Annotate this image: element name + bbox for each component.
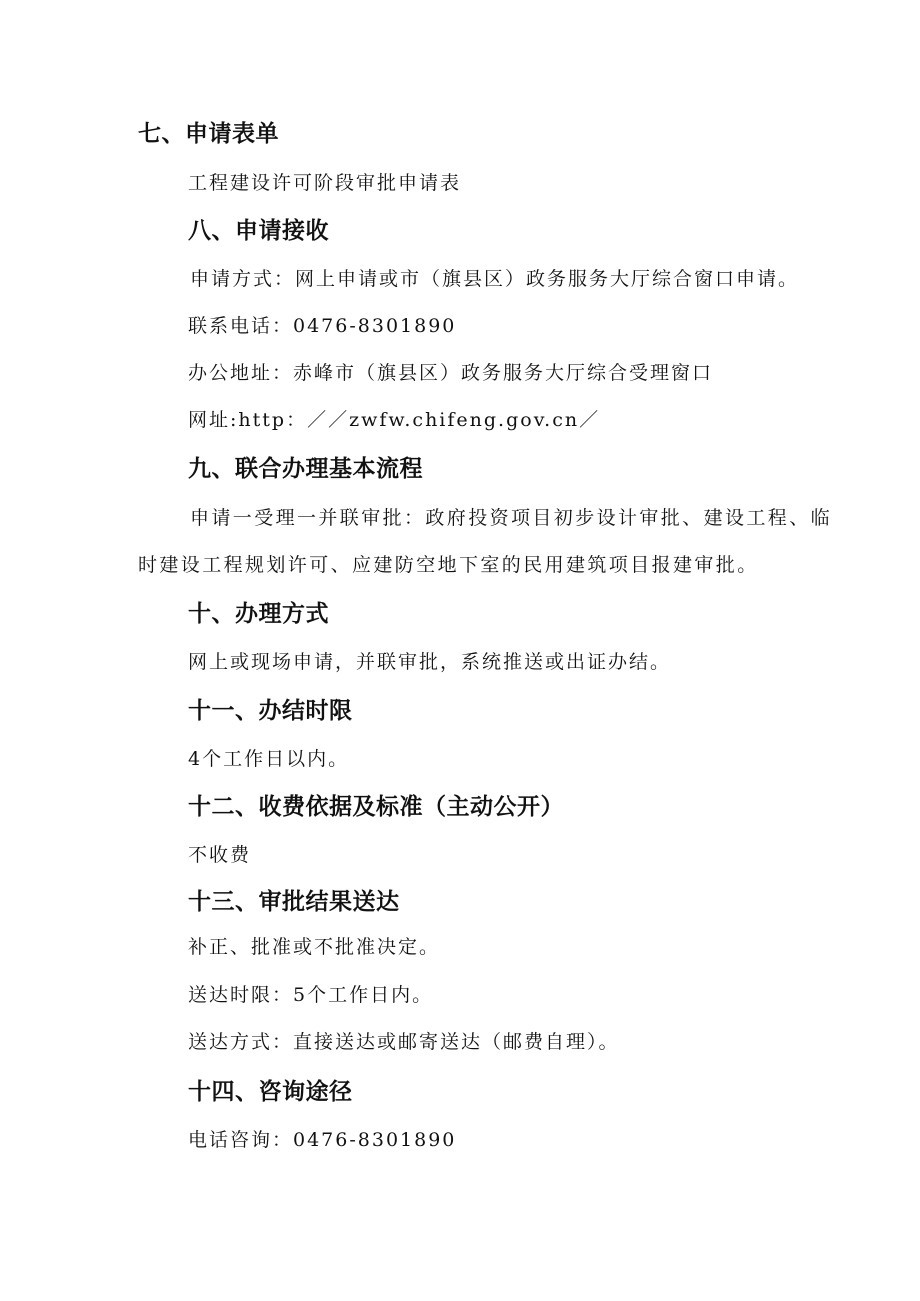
section-10-heading: 十、办理方式 [188, 601, 329, 627]
section-11-heading: 十一、办结时限 [188, 698, 353, 724]
section-13-result: 补正、批准或不批准决定。 [188, 936, 441, 958]
section-10-text: 网上或现场申请，并联审批，系统推送或出证办结。 [188, 651, 672, 673]
section-8-heading: 八、申请接收 [188, 218, 329, 244]
section-8-phone: 联系电话：0476-8301890 [188, 315, 457, 337]
section-14-phone: 电话咨询：0476-8301890 [188, 1129, 457, 1151]
section-11-text: 4个工作日以内。 [188, 748, 350, 770]
section-9-heading: 九、联合办理基本流程 [188, 456, 423, 482]
section-12-text: 不收费 [188, 844, 252, 866]
section-13-method: 送达方式：直接送达或邮寄送达（邮费自理）。 [188, 1031, 620, 1053]
section-7-heading: 七、申请表单 [138, 121, 279, 147]
section-9-text-line-1: 申请一受理一并联审批：政府投资项目初步设计审批、建设工程、临 [190, 507, 833, 529]
section-8-address: 办公地址：赤峰市（旗县区）政务服务大厅综合受理窗口 [188, 362, 714, 384]
section-13-limit: 送达时限：5个工作日内。 [188, 984, 434, 1006]
section-12-heading: 十二、收费依据及标准（主动公开） [188, 794, 564, 820]
section-14-heading: 十四、咨询途径 [188, 1079, 353, 1105]
section-13-heading: 十三、审批结果送达 [188, 889, 400, 915]
section-8-website: 网址:http：／／zwfw.chifeng.gov.cn／ [188, 409, 601, 431]
section-7-text: 工程建设许可阶段审批申请表 [188, 172, 462, 194]
section-9-text-line-2: 时建设工程规划许可、应建防空地下室的民用建筑项目报建审批。 [138, 554, 759, 576]
section-8-method: 申请方式：网上申请或市（旗县区）政务服务大厅综合窗口申请。 [190, 268, 800, 290]
